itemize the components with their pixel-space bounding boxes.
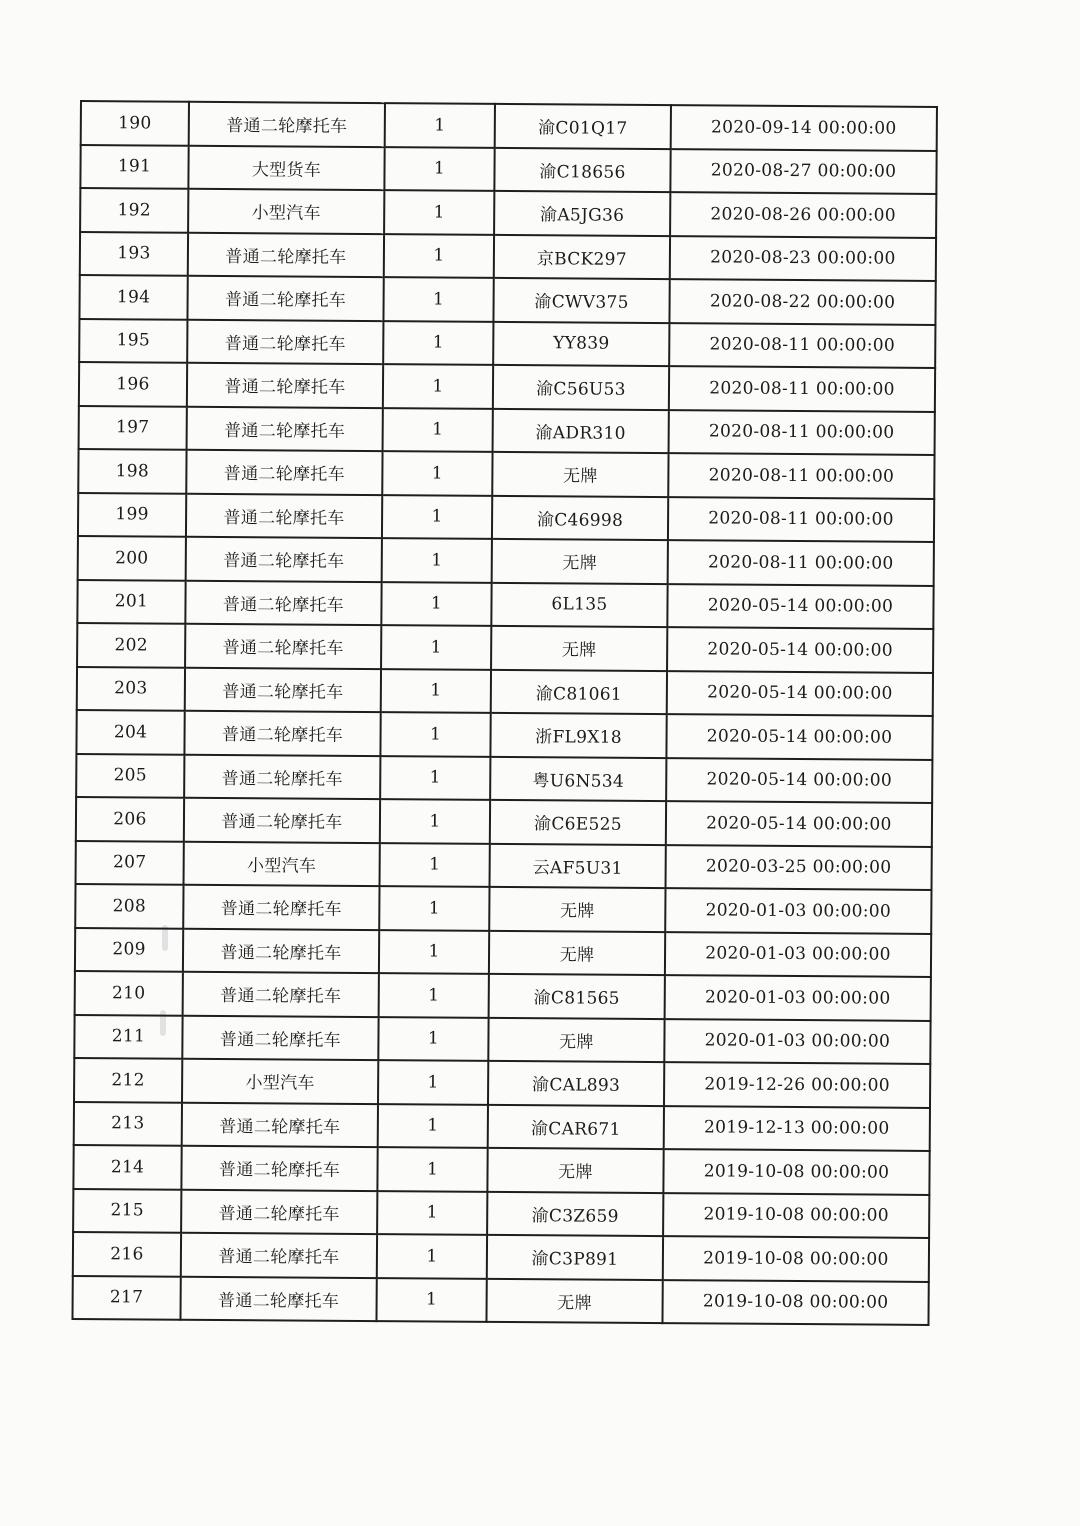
date-time-cell: 2020-05-14 00:00:00 [667, 627, 933, 672]
table-row [72, 1275, 928, 1324]
vehicle-type-cell: 普通二轮摩托车 [185, 624, 381, 669]
table-row [73, 1232, 929, 1281]
date-time-cell: 2020-01-03 00:00:00 [665, 888, 931, 933]
plate-number-cell: 渝C81565 [489, 974, 665, 1019]
quantity-cell: 1 [380, 799, 490, 843]
quantity-cell: 1 [378, 1060, 488, 1104]
row-index-cell: 199 [78, 492, 186, 536]
date-time-cell: 2020-08-11 00:00:00 [669, 410, 935, 455]
vehicle-type-cell: 普通二轮摩托车 [185, 580, 381, 625]
table-row [78, 449, 934, 498]
vehicle-type-cell: 普通二轮摩托车 [182, 1015, 378, 1060]
plate-number-cell: 渝CAR671 [488, 1104, 664, 1149]
date-time-cell: 2020-05-14 00:00:00 [667, 671, 933, 716]
vehicle-type-cell: 普通二轮摩托车 [183, 885, 379, 930]
vehicle-type-cell: 普通二轮摩托车 [181, 1189, 377, 1234]
row-index-cell: 201 [77, 579, 185, 623]
plate-number-cell: 渝C01Q17 [495, 104, 671, 149]
table-row [75, 927, 931, 976]
date-time-cell: 2020-08-11 00:00:00 [668, 497, 934, 542]
table-row [80, 188, 936, 237]
plate-number-cell: 渝A5JG36 [494, 191, 670, 236]
date-time-cell: 2020-08-26 00:00:00 [670, 192, 936, 237]
date-time-cell: 2019-12-26 00:00:00 [664, 1062, 930, 1107]
date-time-cell: 2020-09-14 00:00:00 [671, 105, 937, 150]
quantity-cell: 1 [376, 1278, 486, 1322]
plate-number-cell: 无牌 [488, 1017, 664, 1062]
table-row [73, 1188, 929, 1237]
quantity-cell: 1 [379, 930, 489, 974]
vehicle-type-cell: 普通二轮摩托车 [187, 276, 383, 321]
table-row [75, 884, 931, 933]
vehicle-type-cell: 普通二轮摩托车 [187, 319, 383, 364]
table-row [76, 710, 932, 759]
quantity-cell: 1 [378, 1017, 488, 1061]
table-row [80, 145, 936, 194]
row-index-cell: 192 [80, 188, 188, 232]
vehicle-type-cell: 普通二轮摩托车 [183, 972, 379, 1017]
table-row [79, 362, 935, 411]
quantity-cell: 1 [377, 1234, 487, 1278]
row-index-cell: 198 [78, 449, 186, 493]
quantity-cell: 1 [385, 103, 495, 147]
date-time-cell: 2020-03-25 00:00:00 [666, 845, 932, 890]
date-time-cell: 2019-10-08 00:00:00 [663, 1149, 929, 1194]
quantity-cell: 1 [378, 1104, 488, 1148]
plate-number-cell: 云AF5U31 [490, 843, 666, 888]
vehicle-type-cell: 普通二轮摩托车 [181, 1233, 377, 1278]
table-row [76, 797, 932, 846]
row-index-cell: 217 [72, 1275, 180, 1319]
plate-number-cell: 无牌 [489, 930, 665, 975]
vehicle-type-cell: 普通二轮摩托车 [181, 1146, 377, 1191]
quantity-cell: 1 [383, 364, 493, 408]
date-time-cell: 2020-05-14 00:00:00 [667, 584, 933, 629]
vehicle-type-cell: 普通二轮摩托车 [189, 102, 385, 147]
quantity-cell: 1 [383, 277, 493, 321]
row-index-cell: 209 [75, 927, 183, 971]
plate-number-cell: 无牌 [486, 1278, 662, 1323]
row-index-cell: 196 [79, 362, 187, 406]
date-time-cell: 2020-05-14 00:00:00 [666, 714, 932, 759]
row-index-cell: 205 [76, 753, 184, 797]
plate-number-cell: 无牌 [491, 626, 667, 671]
row-index-cell: 211 [74, 1014, 182, 1058]
plate-number-cell: 渝C18656 [494, 147, 670, 192]
row-index-cell: 200 [78, 536, 186, 580]
date-time-cell: 2020-05-14 00:00:00 [666, 758, 932, 803]
vehicle-type-cell: 普通二轮摩托车 [183, 928, 379, 973]
date-time-cell: 2020-08-11 00:00:00 [669, 366, 935, 411]
date-time-cell: 2019-12-13 00:00:00 [664, 1106, 930, 1151]
table-row [76, 753, 932, 802]
row-index-cell: 195 [79, 319, 187, 363]
quantity-cell: 1 [382, 538, 492, 582]
vehicle-type-cell: 普通二轮摩托车 [184, 711, 380, 756]
date-time-cell: 2019-10-08 00:00:00 [663, 1193, 929, 1238]
quantity-cell: 1 [384, 234, 494, 278]
table-row [77, 579, 933, 628]
row-index-cell: 206 [76, 797, 184, 841]
vehicle-type-cell: 普通二轮摩托车 [186, 450, 382, 495]
row-index-cell: 212 [74, 1058, 182, 1102]
row-index-cell: 202 [77, 623, 185, 667]
table-row [73, 1145, 929, 1194]
table-row [80, 232, 936, 281]
row-index-cell: 194 [79, 275, 187, 319]
row-index-cell: 216 [73, 1232, 181, 1276]
plate-number-cell: 渝C56U53 [493, 365, 669, 410]
table-row [79, 405, 935, 454]
vehicle-type-cell: 普通二轮摩托车 [186, 493, 382, 538]
quantity-cell: 1 [377, 1191, 487, 1235]
table-row [78, 536, 934, 585]
plate-number-cell: 无牌 [492, 452, 668, 497]
row-index-cell: 214 [73, 1145, 181, 1189]
row-index-cell: 191 [80, 145, 188, 189]
table-row [76, 840, 932, 889]
vehicle-type-cell: 普通二轮摩托车 [187, 363, 383, 408]
row-index-cell: 210 [75, 971, 183, 1015]
table-row [79, 275, 935, 324]
table-row [74, 1014, 930, 1063]
vehicle-type-cell: 大型货车 [188, 145, 384, 190]
row-index-cell: 208 [75, 884, 183, 928]
quantity-cell: 1 [383, 408, 493, 452]
quantity-cell: 1 [377, 1147, 487, 1191]
date-time-cell: 2020-01-03 00:00:00 [665, 932, 931, 977]
quantity-cell: 1 [379, 886, 489, 930]
plate-number-cell: 6L135 [491, 582, 667, 627]
date-time-cell: 2020-08-23 00:00:00 [670, 236, 936, 281]
vehicle-table-body [72, 101, 936, 1325]
quantity-cell: 1 [380, 756, 490, 800]
row-index-cell: 204 [76, 710, 184, 754]
plate-number-cell: 渝C3Z659 [487, 1191, 663, 1236]
date-time-cell: 2020-08-22 00:00:00 [669, 279, 935, 324]
vehicle-table [71, 100, 937, 1326]
plate-number-cell: 渝C46998 [492, 495, 668, 540]
date-time-cell: 2019-10-08 00:00:00 [662, 1280, 928, 1325]
vehicle-type-cell: 普通二轮摩托车 [184, 754, 380, 799]
plate-number-cell: YY839 [493, 321, 669, 366]
quantity-cell: 1 [381, 625, 491, 669]
plate-number-cell: 渝ADR310 [493, 408, 669, 453]
table-row [74, 1058, 930, 1107]
quantity-cell: 1 [384, 147, 494, 191]
quantity-cell: 1 [379, 973, 489, 1017]
table-row [81, 101, 937, 150]
plate-number-cell: 渝C81061 [491, 669, 667, 714]
plate-number-cell: 无牌 [487, 1148, 663, 1193]
table-row [78, 492, 934, 541]
date-time-cell: 2020-08-27 00:00:00 [670, 149, 936, 194]
plate-number-cell: 粤U6N534 [490, 756, 666, 801]
plate-number-cell: 渝C3P891 [487, 1235, 663, 1280]
table-row [77, 666, 933, 715]
vehicle-type-cell: 普通二轮摩托车 [185, 667, 381, 712]
date-time-cell: 2020-05-14 00:00:00 [666, 801, 932, 846]
row-index-cell: 197 [79, 405, 187, 449]
date-time-cell: 2020-08-11 00:00:00 [668, 453, 934, 498]
vehicle-type-cell: 普通二轮摩托车 [187, 406, 383, 451]
quantity-cell: 1 [382, 495, 492, 539]
vehicle-type-cell: 小型汽车 [188, 189, 384, 234]
quantity-cell: 1 [381, 669, 491, 713]
row-index-cell: 213 [74, 1101, 182, 1145]
table-row [74, 1101, 930, 1150]
quantity-cell: 1 [381, 582, 491, 626]
date-time-cell: 2020-01-03 00:00:00 [665, 975, 931, 1020]
plate-number-cell: 无牌 [492, 539, 668, 584]
quantity-cell: 1 [383, 321, 493, 365]
vehicle-type-cell: 普通二轮摩托车 [180, 1276, 376, 1321]
plate-number-cell: 渝C6E525 [490, 800, 666, 845]
vehicle-type-cell: 普通二轮摩托车 [188, 232, 384, 277]
table-row [77, 623, 933, 672]
row-index-cell: 193 [80, 232, 188, 276]
plate-number-cell: 浙FL9X18 [490, 713, 666, 758]
date-time-cell: 2020-01-03 00:00:00 [664, 1019, 930, 1064]
row-index-cell: 203 [77, 666, 185, 710]
plate-number-cell: 无牌 [489, 887, 665, 932]
vehicle-table-sheet [71, 100, 925, 1326]
vehicle-type-cell: 小型汽车 [182, 1059, 378, 1104]
vehicle-type-cell: 小型汽车 [184, 841, 380, 886]
vehicle-type-cell: 普通二轮摩托车 [184, 798, 380, 843]
table-row [75, 971, 931, 1020]
row-index-cell: 215 [73, 1188, 181, 1232]
plate-number-cell: 渝CWV375 [493, 278, 669, 323]
vehicle-type-cell: 普通二轮摩托车 [182, 1102, 378, 1147]
quantity-cell: 1 [380, 712, 490, 756]
plate-number-cell: 渝CAL893 [488, 1061, 664, 1106]
date-time-cell: 2020-08-11 00:00:00 [668, 540, 934, 585]
date-time-cell: 2020-08-11 00:00:00 [669, 323, 935, 368]
row-index-cell: 190 [81, 101, 189, 145]
vehicle-type-cell: 普通二轮摩托车 [186, 537, 382, 582]
table-row [79, 319, 935, 368]
date-time-cell: 2019-10-08 00:00:00 [663, 1236, 929, 1281]
quantity-cell: 1 [384, 190, 494, 234]
row-index-cell: 207 [76, 840, 184, 884]
quantity-cell: 1 [380, 843, 490, 887]
quantity-cell: 1 [382, 451, 492, 495]
plate-number-cell: 京BCK297 [494, 234, 670, 279]
